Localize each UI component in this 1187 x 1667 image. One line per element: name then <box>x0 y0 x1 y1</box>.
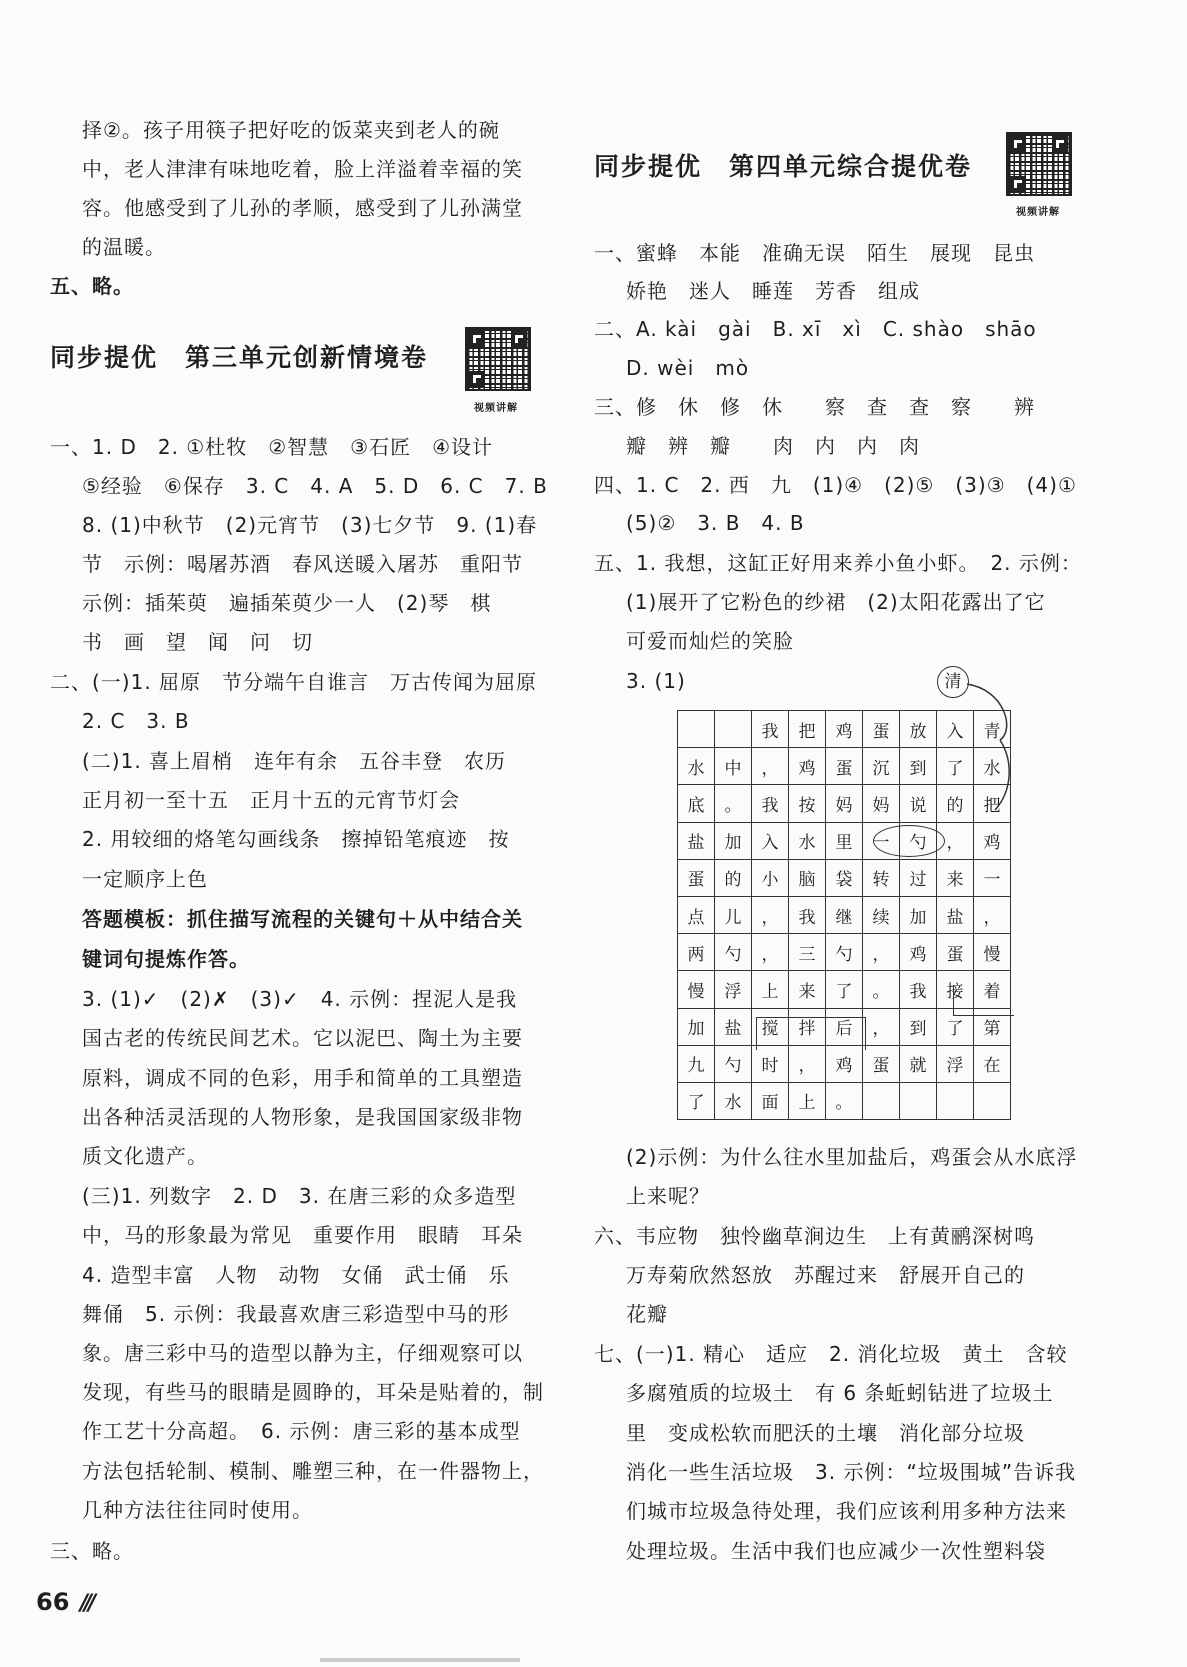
grid-cell: 。 <box>826 1082 863 1119</box>
page-number: 66 <box>36 1588 70 1616</box>
grid-row <box>678 896 1011 933</box>
answer-line: 4. 造型丰富 人物 动物 女俑 武士俑 乐 <box>82 1263 510 1287</box>
grid-cell: ， <box>863 1008 900 1045</box>
grid-cell: 里 <box>826 822 863 859</box>
answer-line: (1)展开了它粉色的纱裙 (2)太阳花露出了它 <box>626 590 1046 614</box>
grid-row <box>678 785 1011 822</box>
grid-cell: 一 <box>974 859 1011 896</box>
grid-cell: 着 <box>974 971 1011 1008</box>
grid-cell: 底 <box>678 785 715 822</box>
answer-line: 消化一些生活垃圾 3. 示例：“垃圾围城”告诉我 <box>626 1460 1077 1484</box>
grid-cell: 第 <box>974 1008 1011 1045</box>
grid-cell: 来 <box>789 971 826 1008</box>
grid-cell: ， <box>752 748 789 785</box>
answer-line: 娇艳 迷人 睡莲 芳香 组成 <box>626 279 920 303</box>
answer-line: 质文化遗产。 <box>82 1144 208 1168</box>
grid-cell: 水 <box>715 1082 752 1119</box>
answer-line: 3. (1)✓ (2)✗ (3)✓ 4. 示例：捏泥人是我 <box>82 987 518 1011</box>
grid-cell: 小 <box>752 859 789 896</box>
grid-cell: 勺 <box>900 822 937 859</box>
grid-cell: 慢 <box>678 971 715 1008</box>
grid-cell: ， <box>974 896 1011 933</box>
text-line: 择②。孩子用筷子把好吃的饭菜夹到老人的碗 <box>82 118 500 142</box>
grid-cell: 把 <box>974 785 1011 822</box>
answer-line: 二、(一)1. 屈原 节分端午自谁言 万古传闻为屈原 <box>50 670 538 694</box>
circle-mark <box>873 825 945 857</box>
grid-row <box>678 748 1011 785</box>
grid-cell: 我 <box>752 711 789 748</box>
answer-line: 作工艺十分高超。 6. 示例：唐三彩的基本成型 <box>82 1419 521 1443</box>
answer-line: 三、修 休 修 休 察 查 查 察 辨 <box>594 395 1035 419</box>
section-heading-unit3: 同步提优 第三单元创新情境卷 <box>50 343 429 372</box>
grid-cell: 鸡 <box>974 822 1011 859</box>
grid-cell: 来 <box>937 859 974 896</box>
answer-line: 出各种活灵活现的人物形象，是我国国家级非物 <box>82 1105 523 1129</box>
grid-cell: 盐 <box>678 822 715 859</box>
answer-line: 二、A. kài gài B. xī xì C. shào shāo <box>594 317 1037 341</box>
grid-cell: 后 <box>826 1008 863 1045</box>
answer-template: 答题模板：抓住描写流程的关键句＋从中结合关 <box>82 907 523 931</box>
grid-cell <box>678 711 715 748</box>
grid-cell <box>900 1082 937 1119</box>
text-line: 的温暖。 <box>82 235 166 259</box>
grid-cell: 中 <box>715 748 752 785</box>
grid-cell: 在 <box>974 1045 1011 1082</box>
grid-cell: 三 <box>789 934 826 971</box>
grid-cell: 脑 <box>789 859 826 896</box>
answer-line: ⑤经验 ⑥保存 3. C 4. A 5. D 6. C 7. B <box>82 474 548 498</box>
grid-cell: 面 <box>752 1082 789 1119</box>
qr-caption: 视频讲解 <box>474 403 518 414</box>
grid-cell: 妈 <box>863 785 900 822</box>
grid-cell: 勺 <box>715 1045 752 1082</box>
grid-cell: 勺 <box>715 934 752 971</box>
grid-cell: 了 <box>678 1082 715 1119</box>
answer-line: 象。唐三彩中马的造型以静为主，仔细观察可以 <box>82 1341 523 1365</box>
grid-cell: ， <box>937 822 974 859</box>
answer-line: 们城市垃圾急待处理，我们应该利用多种方法来 <box>626 1499 1067 1523</box>
grid-cell: 青 <box>974 711 1011 748</box>
grid-cell <box>715 711 752 748</box>
grid-cell: 我 <box>752 785 789 822</box>
grid-cell <box>937 1082 974 1119</box>
grid-cell: 了 <box>937 748 974 785</box>
qr-caption: 视频讲解 <box>1016 207 1060 218</box>
grid-cell: 沉 <box>863 748 900 785</box>
grid-cell: 蛋 <box>937 934 974 971</box>
grid-cell: 蛋 <box>863 711 900 748</box>
answer-line: 正月初一至十五 正月十五的元宵节灯会 <box>82 788 460 812</box>
answer-line: 示例：插茱萸 遍插茱萸少一人 (2)琴 棋 <box>82 591 492 615</box>
grid-cell: 拌 <box>789 1008 826 1045</box>
answer-line: 花瓣 <box>626 1302 668 1326</box>
text-line: 中，老人津津有味地吃着，脸上洋溢着幸福的笑 <box>82 157 523 181</box>
answer-line: 处理垃圾。生活中我们也应减少一次性塑料袋 <box>626 1539 1046 1563</box>
grid-cell: 蛋 <box>826 748 863 785</box>
grid-cell: 放 <box>900 711 937 748</box>
answer-line: 四、1. C 2. 西 九 (1)④ (2)⑤ (3)③ (4)① <box>594 473 1077 497</box>
grid-row <box>678 711 1011 748</box>
grid-cell: ， <box>752 934 789 971</box>
grid-cell: 两 <box>678 934 715 971</box>
grid-cell: 接 <box>937 971 974 1008</box>
grid-cell: 蛋 <box>863 1045 900 1082</box>
grid-cell: 鸡 <box>900 934 937 971</box>
answer-line: 方法包括轮制、模制、雕塑三种，在一件器物上， <box>82 1459 544 1483</box>
grid-cell: 搅 <box>752 1008 789 1045</box>
page-decoration: /// <box>80 1591 93 1616</box>
answer-line: 六、韦应物 独怜幽草涧边生 上有黄鹂深树鸣 <box>594 1224 1035 1248</box>
grid-cell: 盐 <box>937 896 974 933</box>
grid-cell: 慢 <box>974 934 1011 971</box>
grid-cell: 说 <box>900 785 937 822</box>
answer-line: (2)示例：为什么往水里加盐后，鸡蛋会从水底浮 <box>626 1145 1078 1169</box>
answer-line: (5)② 3. B 4. B <box>626 511 805 535</box>
grid-cell: 加 <box>900 896 937 933</box>
answer-line: 瓣 辨 瓣 肉 内 内 肉 <box>626 434 920 458</box>
grid-cell: 我 <box>789 896 826 933</box>
grid-cell: 上 <box>752 971 789 1008</box>
answer-line: 舞俑 5. 示例：我最喜欢唐三彩造型中马的形 <box>82 1302 510 1326</box>
answer-line: 里 变成松软而肥沃的土壤 消化部分垃圾 <box>626 1421 1025 1445</box>
grid-row <box>678 934 1011 971</box>
grid-cell: 就 <box>900 1045 937 1082</box>
answer-line: 上来呢？ <box>626 1184 710 1208</box>
grid-cell: 鸡 <box>826 1045 863 1082</box>
insert-box-mark <box>756 1017 866 1050</box>
grid-cell: 过 <box>900 859 937 896</box>
answer-line: 多腐殖质的垃圾土 有 6 条蚯蚓钻进了垃圾土 <box>626 1381 1054 1405</box>
grid-cell <box>974 1082 1011 1119</box>
answer-line: 发现，有些马的眼睛是圆睁的，耳朵是贴着的，制 <box>82 1380 544 1404</box>
answer-line: 8. (1)中秋节 (2)元宵节 (3)七夕节 9. (1)春 <box>82 513 538 537</box>
section-heading-unit4: 同步提优 第四单元综合提优卷 <box>594 152 973 181</box>
bottom-divider <box>320 1658 520 1662</box>
answer-line: (二)1. 喜上眉梢 连年有余 五谷丰登 农历 <box>82 749 507 773</box>
grid-cell: ， <box>752 896 789 933</box>
grid-cell: 了 <box>826 971 863 1008</box>
grid-cell: 把 <box>789 711 826 748</box>
answer-line: 七、(一)1. 精心 适应 2. 消化垃圾 黄土 含较 <box>594 1342 1068 1366</box>
grid-cell: 上 <box>789 1082 826 1119</box>
grid-cell: 蛋 <box>678 859 715 896</box>
grid-cell: 了 <box>937 1008 974 1045</box>
grid-cell: 鸡 <box>789 748 826 785</box>
answer-line: 节 示例：喝屠苏酒 春风送暖入屠苏 重阳节 <box>82 552 523 576</box>
grid-cell: 加 <box>715 822 752 859</box>
answer-line: 三、略。 <box>50 1539 134 1563</box>
answer-line: 几种方法往往同时使用。 <box>82 1498 313 1522</box>
grid-cell: 袋 <box>826 859 863 896</box>
grid-cell: 一 <box>863 822 900 859</box>
answer-line: D. wèi mò <box>626 356 750 380</box>
answer-line: 中，马的形象最为常见 重要作用 眼睛 耳朵 <box>82 1223 523 1247</box>
answer-line: 国古老的传统民间艺术。它以泥巴、陶土为主要 <box>82 1026 523 1050</box>
correction-circle: 清 <box>937 666 969 698</box>
grid-cell: 点 <box>678 896 715 933</box>
grid-cell: 的 <box>937 785 974 822</box>
answer-line: (三)1. 列数字 2. D 3. 在唐三彩的众多造型 <box>82 1184 517 1208</box>
grid-cell: 浮 <box>715 971 752 1008</box>
answer-line: 3. (1) <box>626 669 686 693</box>
answer-line: 原料，调成不同的色彩，用手和简单的工具塑造 <box>82 1066 523 1090</box>
answer-line: 一定顺序上色 <box>82 867 208 891</box>
bracket-mark <box>953 985 1014 1016</box>
grid-cell: 水 <box>789 822 826 859</box>
grid-row <box>678 1082 1011 1119</box>
grid-cell: 按 <box>789 785 826 822</box>
grid-row <box>678 822 1011 859</box>
grid-cell: 转 <box>863 859 900 896</box>
grid-cell: ， <box>863 934 900 971</box>
qr-code-icon[interactable] <box>1006 132 1072 196</box>
grid-cell: 到 <box>900 1008 937 1045</box>
grid-cell: 勺 <box>826 934 863 971</box>
essay-grid <box>677 710 1011 1120</box>
grid-cell: 浮 <box>937 1045 974 1082</box>
answer-line: 五、1. 我想，这缸正好用来养小鱼小虾。 2. 示例： <box>594 551 1082 575</box>
answer-line: 一、蜜蜂 本能 准确无误 陌生 展现 昆虫 <box>594 241 1035 265</box>
grid-cell: 的 <box>715 859 752 896</box>
answer-line: 一、1. D 2. ①杜牧 ②智慧 ③石匠 ④设计 <box>50 435 493 459</box>
answer-line: 书 画 望 闻 问 切 <box>82 630 313 654</box>
grid-cell: 水 <box>678 748 715 785</box>
grid-cell: 九 <box>678 1045 715 1082</box>
grid-cell: 妈 <box>826 785 863 822</box>
grid-cell: 鸡 <box>826 711 863 748</box>
grid-row <box>678 1045 1011 1082</box>
grid-cell: 续 <box>863 896 900 933</box>
answer-template: 键词句提炼作答。 <box>82 947 250 971</box>
grid-cell: 继 <box>826 896 863 933</box>
grid-row <box>678 859 1011 896</box>
grid-cell: 儿 <box>715 896 752 933</box>
answer-line: 2. 用较细的烙笔勾画线条 擦掉铅笔痕迹 按 <box>82 827 510 851</box>
qr-code-icon[interactable] <box>465 327 531 391</box>
grid-cell <box>863 1082 900 1119</box>
grid-cell: 加 <box>678 1008 715 1045</box>
text-line: 五、略。 <box>50 274 134 298</box>
answer-line: 万寿菊欣然怒放 苏醒过来 舒展开自己的 <box>626 1263 1025 1287</box>
grid-cell: 入 <box>937 711 974 748</box>
text-line: 容。他感受到了儿孙的孝顺，感受到了儿孙满堂 <box>82 196 523 220</box>
grid-cell: 我 <box>900 971 937 1008</box>
grid-cell: 盐 <box>715 1008 752 1045</box>
grid-cell: 入 <box>752 822 789 859</box>
answer-line: 可爱而灿烂的笑脸 <box>626 629 794 653</box>
grid-cell: ， <box>789 1045 826 1082</box>
answer-line: 2. C 3. B <box>82 709 190 733</box>
grid-cell: 。 <box>715 785 752 822</box>
grid-cell: 到 <box>900 748 937 785</box>
grid-cell: 时 <box>752 1045 789 1082</box>
grid-cell: 。 <box>863 971 900 1008</box>
grid-cell: 水 <box>974 748 1011 785</box>
